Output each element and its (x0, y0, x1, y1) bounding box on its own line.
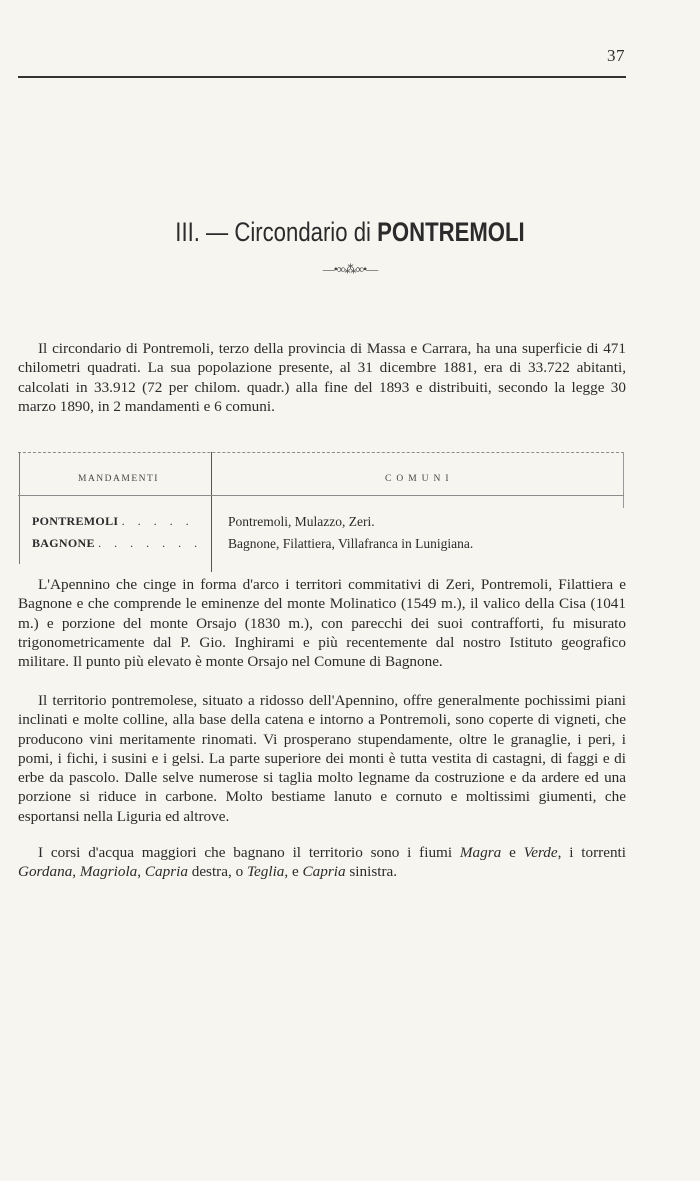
text-run: sinistra. (345, 863, 398, 881)
intro-paragraph: Il circondario di Pontremoli, terzo della provincia di Massa e Carrara, ha una superficie di 471 chilometri quadrati. La sua popolazione presente, al 31 dicembre 1881, era di 33.722 abitanti, calcolati in 33.912 (72 per chilom. quadr.) alla fine del 1893 e distribuiti, secondo la legge 30 marzo 1890, in 2 mandamenti e 6 comuni. (18, 340, 626, 415)
mandamento-name: BAGNONE (32, 536, 95, 550)
body-paragraph-corsi-acqua (18, 843, 626, 882)
table-column-divider (211, 452, 212, 572)
torrent-name: Capria (144, 863, 188, 881)
body-paragraph-territorio: Il territorio pontremolese, situato a ridosso dell'Apennino, offre generalmente pochissimi piani inclinati e molte colline, alla base della catena e intorno a Pontremoli, sono coperte di vigneti, che producono vini meritamente rinomati. Vi prosperano stupendamente, oltre le granaglie, i peri, i pomi, i fichi, i susini e i gelsi. La parte superiore dei monti è tutta vestita di castagni, di faggi e di erbe da pascolo. Dalle selve numerose si taglia molto legname da costruzione e da ardere ed una porzione si riduce in carbone. Molto bestiame lanuto e cornuto e moltissimi giumenti, che esportansi nella Liguria ed altrove. (18, 692, 626, 825)
mandamento-name: PONTREMOLI (32, 514, 119, 528)
chapter-title-prefix: III. — Circondario di (175, 217, 371, 247)
title-ornament: —•∞⁂∞•— (322, 262, 378, 276)
table-row-comuni: Bagnone, Filattiera, Villafranca in Lunigiana. (228, 536, 474, 551)
text-run: , (137, 863, 145, 881)
torrent-name: Gordana (18, 863, 73, 881)
chapter-title-name: PONTREMOLI (377, 217, 525, 247)
mandamenti-table (18, 452, 624, 564)
header-rule (18, 76, 626, 78)
table-row-mandamento (32, 514, 194, 529)
chapter-title (63, 217, 637, 248)
text-run: destra, o (187, 863, 247, 881)
text-run: , e (284, 863, 303, 881)
table-left-border (19, 452, 20, 564)
body-paragraph-apennino: L'Apennino che cinge in forma d'arco i territori commitativi di Zeri, Pontremoli, Filattiera e Bagnone e che comprende le eminenze del monte Molinatico (1549 m.), il valico della Cisa (1041 m.) e porzione del monte Orsajo (1830 m.), con parecchi dei suoi contrafforti, fu misurato trigonometricamente dal P. Gio. Inghirami e più recentemente dal nostro Istituto geografico militare. Il punto più elevato è monte Orsajo nel Comune di Bagnone. (18, 576, 626, 671)
torrent-name: Capria (302, 863, 346, 881)
torrent-name: Magriola (79, 863, 138, 881)
table-top-rule (18, 452, 624, 453)
table-header-mandamenti: MANDAMENTI (78, 474, 159, 484)
page-number: 37 (607, 46, 625, 65)
table-row-mandamento (32, 536, 202, 551)
table-row-comuni: Pontremoli, Mulazzo, Zeri. (228, 514, 375, 529)
river-name: Verde (523, 844, 558, 861)
text-run: I corsi d'acqua maggiori che bagnano il territorio sono i fiumi (38, 844, 460, 861)
leader-dots: . . . . . (121, 514, 194, 528)
torrent-name: Teglia (246, 863, 285, 881)
text-run: , i torrenti (557, 844, 626, 861)
table-right-border (623, 452, 624, 508)
river-name: Magra (459, 844, 502, 861)
leader-dots: . . . . . . . (98, 536, 203, 550)
text-run: , (72, 863, 80, 881)
table-header-rule (18, 495, 624, 496)
text-run: e (501, 844, 524, 861)
table-header-comuni: COMUNI (385, 474, 454, 484)
